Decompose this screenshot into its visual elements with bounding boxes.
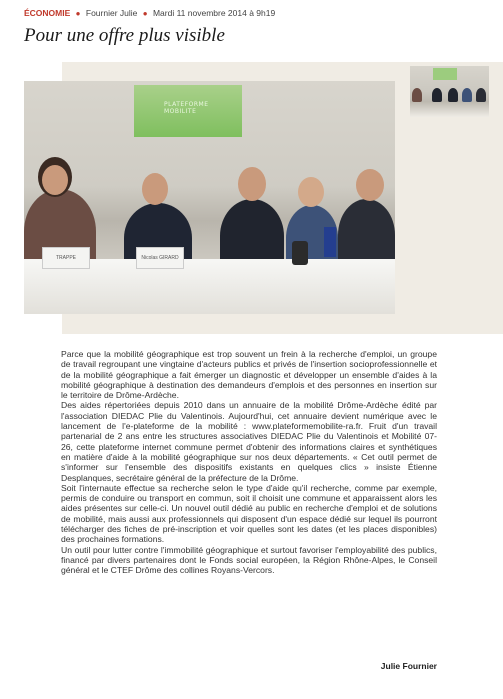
nameplate-1: TRAPPE (42, 247, 90, 269)
article-paragraph: Un outil pour lutter contre l'immobilité géographique et surtout favoriser l'employabilité des publics, financé par divers partenaires dont le Fonds social européen, la Région Rhône-Alpes, le Conseil général et le CTEF Drôme des collines Royans-Vercors. (61, 544, 437, 576)
article-body (61, 349, 437, 576)
thumbnail-person (432, 88, 442, 102)
article-meta (24, 8, 494, 18)
thumbnail-photo[interactable] (410, 66, 489, 117)
thumbnail-screen (433, 68, 457, 80)
main-photo[interactable] (24, 81, 395, 314)
nameplate-2: Nicolas GIRARD (136, 247, 184, 269)
section-label[interactable]: ÉCONOMIE (24, 8, 71, 18)
screen-text: PLATEFORME MOBILITE (164, 101, 209, 115)
article-paragraph: Des aides répertoriées depuis 2010 dans un annuaire de la mobilité Drôme-Ardèche édité par l'association DIEDAC Plie du Valentinois. Aujourd'hui, cet annuaire devient numérique avec le lancement de l'e-plateforme de la mobilité : www.plateformemobilite-ra.fr. Fruit d'un travail partenarial de 2 ans entre les structures associatives DIEDAC Plie du Valentinois et Mobilité 07-26, cette plateforme internet commune permet d'obtenir des informations claires et synthétiques en matière d'aide à la mobilité géographique sur nos deux départements. « Cet outil permet de s'informer sur l'ensemble des dispositifs existants en quelques clics » insiste Étienne Desplanques, secrétaire général de la préfecture de la Drôme. (61, 400, 437, 483)
person-2-head (142, 173, 168, 205)
thumbnail-person (412, 88, 422, 102)
article-signature: Julie Fournier (380, 661, 437, 671)
person-5-head (356, 169, 384, 201)
thumbnail-person (448, 88, 458, 102)
article-paragraph: Soit l'internaute effectue sa recherche selon le type d'aide qu'il recherche, comme par exemple, permis de conduire ou transport en commun, soit il choisit une commune et apparaissent alors les aides présentes sur celle-ci. Un nouvel outil dédié au public en recherche d'emploi et de solutions de mobilité, mais aussi aux professionnels qui disposent d'un espace dédié sur lequel ils pourront télécharger des fiches de pré-inscription et voir quelles sont les dates (et les places disponibles) des prochaines formations. (61, 482, 437, 545)
bullet-icon: ● (142, 9, 148, 18)
thumbnail-person (476, 88, 486, 102)
author-byline[interactable]: Fournier Julie (85, 8, 138, 18)
thumbnail-person (462, 88, 472, 102)
microphone-icon (292, 241, 308, 265)
person-4-head (298, 177, 324, 207)
article-paragraph: Parce que la mobilité géographique est trop souvent un frein à la recherche d'emploi, un groupe de travail regroupant une vingtaine d'acteurs publics et privés de l'insertion socioprofessionnelle et de la mobilité géographique a fait émerger un diagnostic et développer un ensemble d'aides à la mobilité géographique à destination des demandeurs d'emplois et des personnes en insertion sur le territoire de Drôme-Ardèche. (61, 349, 437, 401)
bullet-icon: ● (75, 9, 81, 18)
eu-flag-icon (324, 227, 336, 257)
article-title: Pour une offre plus visible (24, 25, 225, 46)
person-3-head (238, 167, 266, 201)
person-1-face (42, 165, 68, 195)
projection-screen (134, 85, 242, 137)
publication-date: Mardi 11 novembre 2014 à 9h19 (152, 8, 276, 18)
